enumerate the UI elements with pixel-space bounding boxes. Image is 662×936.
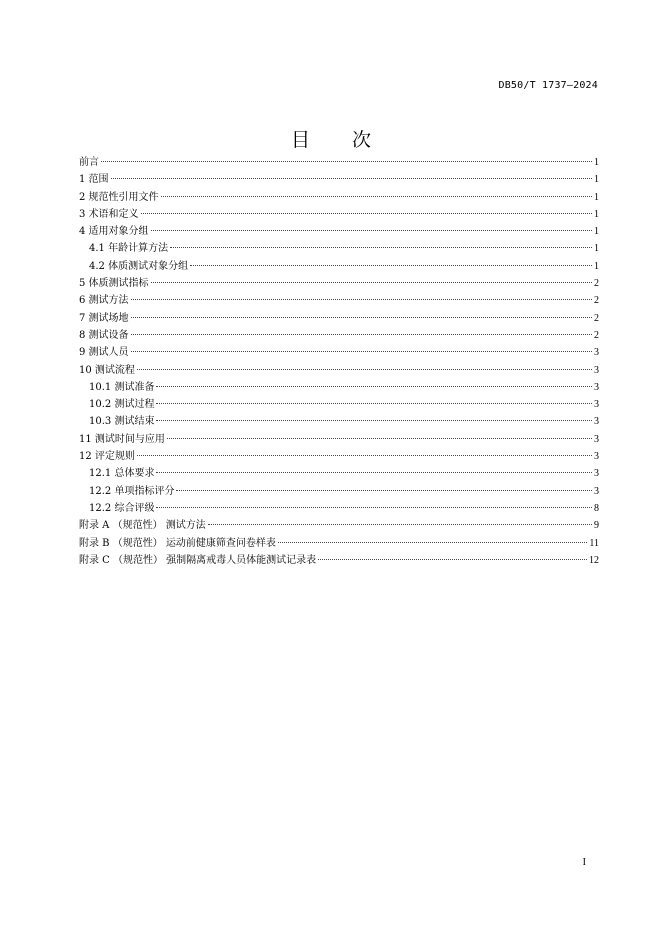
toc-entry-page: 1 [594, 174, 599, 186]
toc-entry[interactable] [79, 171, 599, 188]
toc-entry-page: 8 [594, 502, 599, 514]
toc-entry[interactable] [79, 275, 599, 292]
toc-entry-label: 11 测试时间与应用 [79, 433, 165, 445]
toc-entry-label: 前言 [79, 157, 99, 168]
toc-entry-label: 附录 B （规范性） 运动前健康筛查问卷样表 [79, 537, 276, 549]
toc-entry[interactable] [79, 362, 599, 379]
toc-entry-label: 4.2 体质测试对象分组 [89, 260, 189, 272]
toc-entry[interactable] [79, 189, 599, 206]
page-number: I [582, 857, 586, 868]
toc-entry-page: 9 [594, 520, 599, 532]
toc-entry-label: 10 测试流程 [79, 364, 135, 376]
toc-entry-page: 2 [594, 295, 599, 307]
dot-leader [151, 282, 592, 283]
toc-entry-page: 12 [589, 554, 599, 566]
toc-entry[interactable] [79, 552, 599, 569]
dot-leader [137, 455, 592, 456]
dot-leader [131, 351, 592, 352]
toc-entry[interactable] [79, 517, 599, 534]
toc-entry-page: 3 [594, 416, 599, 428]
toc-entry-page: 11 [589, 537, 599, 549]
dot-leader [141, 213, 592, 214]
toc-entry[interactable] [79, 240, 599, 257]
dot-leader [318, 559, 587, 560]
toc-entry-label: 5 体质测试指标 [79, 278, 149, 290]
toc-entry[interactable] [79, 206, 599, 223]
dot-leader [101, 161, 592, 162]
toc-entry-page: 3 [594, 347, 599, 359]
toc-entry-label: 8 测试设备 [79, 329, 129, 341]
toc-entry[interactable] [79, 396, 599, 413]
toc-entry-label: 4 适用对象分组 [79, 226, 149, 238]
dot-leader [156, 472, 592, 473]
toc-entry[interactable] [79, 327, 599, 344]
dot-leader [167, 438, 592, 439]
toc-entry-label: 4.1 年龄计算方法 [89, 243, 169, 255]
toc-entry-label: 12.1 总体要求 [89, 468, 155, 480]
dot-leader [208, 524, 592, 525]
toc-entry-page: 3 [594, 364, 599, 376]
toc-entry-label: 附录 A （规范性） 测试方法 [79, 520, 206, 532]
toc-entry-label: 3 术语和定义 [79, 208, 139, 220]
toc-entry-page: 3 [594, 485, 599, 497]
dot-leader [176, 490, 592, 491]
toc-entry[interactable] [79, 500, 599, 517]
dot-leader [156, 403, 592, 404]
dot-leader [151, 230, 592, 231]
toc-entry-page: 2 [594, 329, 599, 341]
toc-entry-label: 12.2 单项指标评分 [89, 485, 175, 497]
toc-entry-label: 10.2 测试过程 [89, 399, 155, 411]
toc-entry-label: 10.3 测试结束 [89, 416, 155, 428]
toc-entry[interactable] [79, 258, 599, 275]
toc-entry-label: 12 评定规则 [79, 451, 135, 463]
toc-entry-page: 3 [594, 399, 599, 411]
dot-leader [156, 420, 592, 421]
toc-entry-page: 1 [594, 226, 599, 238]
toc-entry[interactable] [79, 465, 599, 482]
toc-entry[interactable] [79, 310, 599, 327]
toc-entry-label: 2 规范性引用文件 [79, 191, 159, 203]
table-of-contents [79, 154, 599, 569]
toc-entry-page: 3 [594, 468, 599, 480]
toc-entry-label: 10.1 测试准备 [89, 381, 155, 393]
toc-entry[interactable] [79, 154, 599, 171]
toc-entry-page: 1 [594, 243, 599, 255]
toc-entry[interactable] [79, 292, 599, 309]
dot-leader [131, 317, 592, 318]
toc-entry-page: 3 [594, 433, 599, 445]
toc-entry-page: 3 [594, 451, 599, 463]
toc-entry[interactable] [79, 344, 599, 361]
toc-entry-page: 1 [594, 208, 599, 220]
dot-leader [131, 334, 592, 335]
toc-entry[interactable] [79, 535, 599, 552]
toc-entry-label: 1 范围 [79, 174, 109, 186]
toc-entry-label: 9 测试人员 [79, 347, 129, 359]
dot-leader [190, 265, 592, 266]
toc-entry-page: 1 [594, 260, 599, 272]
toc-entry[interactable] [79, 448, 599, 465]
toc-entry-page: 2 [594, 312, 599, 324]
toc-entry-label: 12.2 综合评级 [89, 502, 155, 514]
dot-leader [131, 299, 592, 300]
dot-leader [156, 386, 592, 387]
toc-entry-label: 附录 C （规范性） 强制隔离戒毒人员体能测试记录表 [79, 554, 317, 566]
dot-leader [170, 247, 592, 248]
dot-leader [111, 178, 592, 179]
toc-entry-page: 1 [594, 191, 599, 203]
toc-title: 目 次 [290, 129, 390, 151]
dot-leader [137, 369, 592, 370]
document-code: DB50/T 1737—2024 [498, 80, 598, 91]
dot-leader [278, 542, 587, 543]
toc-entry-page: 3 [594, 381, 599, 393]
toc-entry[interactable] [79, 431, 599, 448]
toc-entry-page: 2 [594, 278, 599, 290]
toc-entry[interactable] [79, 379, 599, 396]
dot-leader [156, 507, 592, 508]
toc-entry-page: 1 [594, 157, 599, 168]
dot-leader [161, 196, 592, 197]
toc-entry[interactable] [79, 223, 599, 240]
toc-entry[interactable] [79, 483, 599, 500]
toc-entry-label: 6 测试方法 [79, 295, 129, 307]
toc-entry[interactable] [79, 413, 599, 430]
toc-entry-label: 7 测试场地 [79, 312, 129, 324]
